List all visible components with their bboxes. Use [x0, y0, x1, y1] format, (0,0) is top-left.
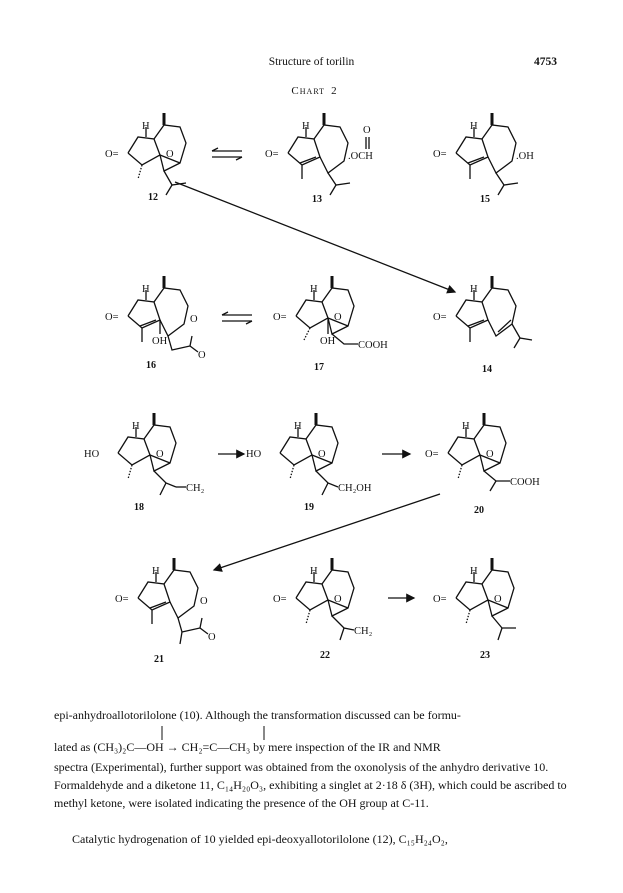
c22-o-bridge: O [334, 594, 342, 605]
running-title: Structure of torilin [268, 56, 355, 68]
c18-ch2: CH₂ [186, 483, 205, 494]
c14-o-ketone: O= [433, 312, 447, 323]
c21-number: 21 [154, 654, 164, 665]
compound-16 [105, 276, 206, 371]
chart-label-word: Chart [291, 85, 326, 97]
c22-ch2: CH₂ [354, 626, 373, 637]
c16-oh: OH [152, 336, 168, 347]
c12-number: 12 [148, 192, 158, 203]
compound-19 [246, 413, 372, 513]
compound-21 [115, 558, 216, 665]
c20-cooh: COOH [510, 477, 540, 488]
c13-formate-group: .OCH [348, 151, 373, 162]
body-paragraph-1-text: spectra (Experimental), further support was obtained from the oxonolysis of the anhydro derivative 10. Formaldehyde and a diketone 11, C₁₄H₂₀O₃, exhibiting a singlet at 2·18 δ (3H), which could be ascribed to methyl ketone, were isolated indicating the presence of the OH group at C-11. [54, 760, 567, 810]
c19-ch2oh: CH₂OH [338, 483, 372, 494]
c12-h: H [142, 121, 150, 132]
c22-h: H [310, 566, 318, 577]
equation-line [54, 740, 441, 755]
c23-o-bridge: O [494, 594, 502, 605]
c19-ho: HO [246, 449, 262, 460]
c17-oh: OH [320, 336, 336, 347]
c17-cooh: COOH [358, 340, 388, 351]
c14-number: 14 [482, 364, 492, 375]
c18-h: H [132, 421, 140, 432]
compound-23 [433, 558, 516, 661]
c12-o-bridge: O [166, 149, 174, 160]
c12-o-ketone: O= [105, 149, 119, 160]
c15-h: H [470, 121, 478, 132]
c17-o-bridge: O [334, 312, 342, 323]
c14-h: H [470, 284, 478, 295]
c22-o-ketone: O= [273, 594, 287, 605]
c16-o-lactone: O [190, 314, 198, 325]
body-paragraph-2-text: Catalytic hydrogenation of 10 yielded epi-deoxyallotorilolone (12), C₁₅H₂₄O₂, [72, 832, 448, 846]
compound-14 [433, 276, 532, 375]
c17-number: 17 [314, 362, 324, 373]
c18-o-bridge: O [156, 449, 164, 460]
c16-h: H [142, 284, 150, 295]
c13-o-ketone: O= [265, 149, 279, 160]
c15-number: 15 [480, 194, 490, 205]
c20-h: H [462, 421, 470, 432]
c18-ho: HO [84, 449, 100, 460]
c13-number: 13 [312, 194, 322, 205]
compound-17 [273, 276, 388, 373]
body-paragraph-1 [54, 758, 574, 812]
c22-number: 22 [320, 650, 330, 661]
c23-o-ketone: O= [433, 594, 447, 605]
compound-22 [273, 558, 373, 661]
c13-o-formate: O [363, 125, 371, 136]
c17-o-ketone: O= [273, 312, 287, 323]
c16-number: 16 [146, 360, 156, 371]
compound-13 [265, 113, 373, 205]
equilibrium-arrow-12-13 [212, 148, 242, 160]
equilibrium-arrow-16-17 [222, 312, 252, 324]
c19-h: H [294, 421, 302, 432]
c21-o-carbonyl: O [208, 632, 216, 643]
c16-o-carbonyl: O [198, 350, 206, 361]
c17-h: H [310, 284, 318, 295]
c20-o-bridge: O [486, 449, 494, 460]
body-paragraph-2 [54, 830, 574, 848]
body-line-1-text: epi-anhydroallotorilolone (10). Although the transformation discussed can be formu- [54, 708, 461, 722]
c23-h: H [470, 566, 478, 577]
c20-o-ketone: O= [425, 449, 439, 460]
c19-number: 19 [304, 502, 314, 513]
page-number: 4753 [534, 56, 557, 68]
c21-o-ketone: O= [115, 594, 129, 605]
compound-18 [84, 413, 205, 513]
equation-right: by mere inspection of the IR and NMR [250, 740, 441, 754]
c16-o-ketone: O= [105, 312, 119, 323]
c21-o-lactone: O [200, 596, 208, 607]
c13-h: H [302, 121, 310, 132]
c19-o-bridge: O [318, 449, 326, 460]
c20-number: 20 [474, 505, 484, 516]
compound-12 [105, 113, 186, 203]
chart-label-number: 2 [331, 85, 338, 97]
c18-number: 18 [134, 502, 144, 513]
arrow-20-to-21 [214, 494, 440, 570]
c23-number: 23 [480, 650, 490, 661]
equation-left: lated as (CH₃)₂C—OH → CH₂=C—CH₃ [54, 740, 251, 754]
c15-oh: .OH [516, 151, 534, 162]
compound-15 [433, 113, 534, 205]
c21-h: H [152, 566, 160, 577]
compound-20 [425, 413, 540, 516]
c15-o-ketone: O= [433, 149, 447, 160]
